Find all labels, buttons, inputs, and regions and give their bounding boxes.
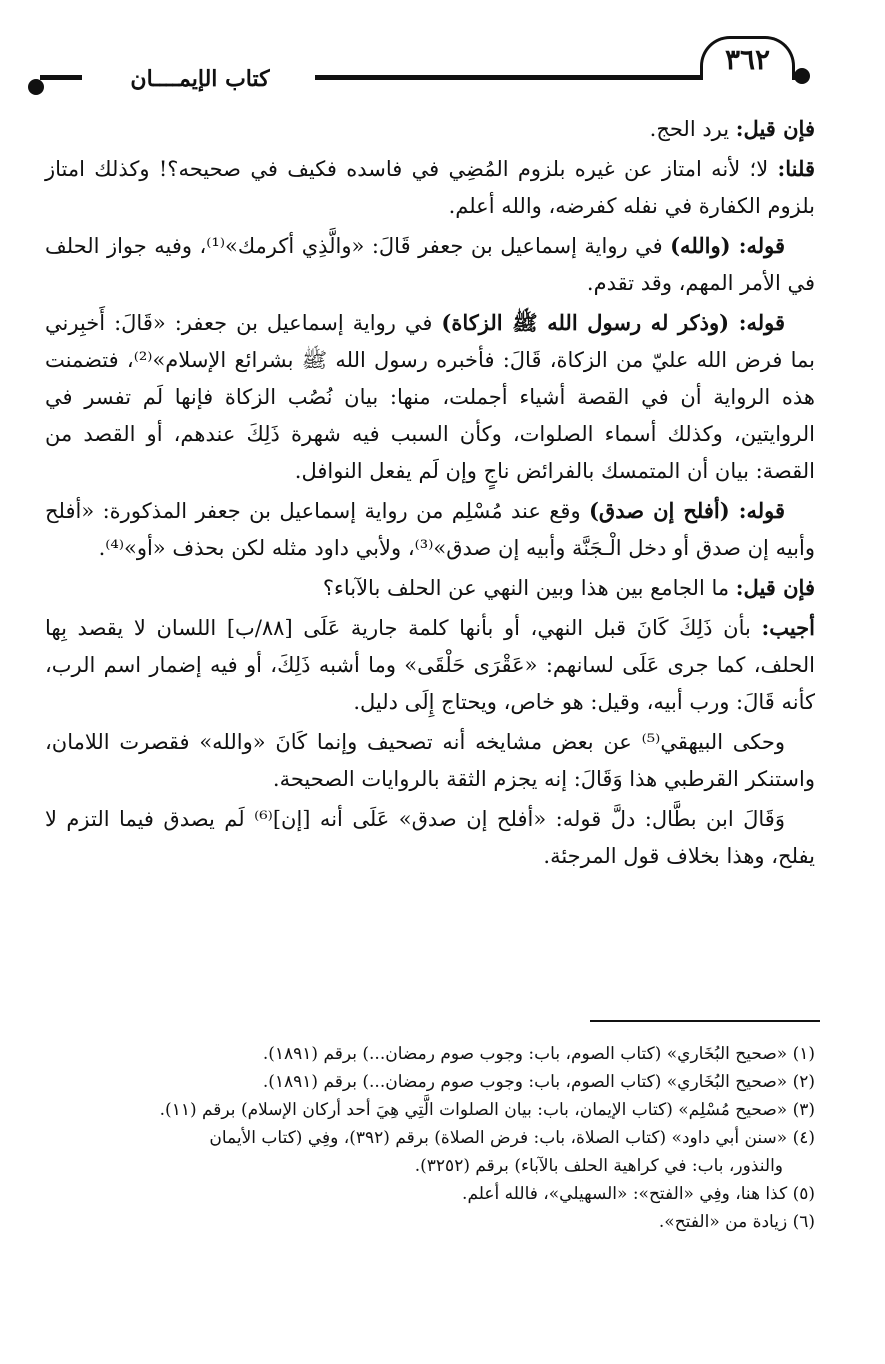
paragraph-text: في رواية إسماعيل بن جعفر: «قَالَ: أَخبِرني بما فرض الله عليّ من الزكاة، قَالَ: فأخبره رسول الله ﷺ بشرائع الإسلام»⁽²⁾، فتضمنت هذه الرواية أن في القصة أشياء أجملت، منها: بيان نُصُب الزكاة فإنها لَم تفسر في الروايتين، وكذلك أسماء الصلوات، وكأن السبب فيه شهرة ذَلِكَ عندهم، أو القصد من القصة: بيان أن المتمسك بالفرائض ناجٍ وإن لَم يفعل النوافل. <box>45 311 816 483</box>
footnote: (٣) «صحيح مُسْلِم» (كتاب الإيمان، باب: بيان الصلوات الَّتِي هِيَ أحد أركان الإسلام) برقم (١١). <box>159 1100 815 1120</box>
footnote-divider <box>590 1020 820 1022</box>
paragraph-lead: قلنا: <box>777 156 815 181</box>
paragraph <box>45 800 815 875</box>
paragraph-text: في رواية إسماعيل بن جعفر قَالَ: «والَّذِي أكرمك»⁽¹⁾، وفيه جواز الحلف في الأمر المهم، وقد تقدم. <box>45 234 815 295</box>
footnote: (١) «صحيح البُخَاري» (كتاب الصوم، باب: وجوب صوم رمضان...) برقم (١٨٩١). <box>262 1044 815 1064</box>
paragraph <box>45 569 815 607</box>
header-dot-icon <box>794 68 810 84</box>
header-rule-right <box>315 75 705 80</box>
paragraph <box>45 304 815 490</box>
paragraph-text: وَقَالَ ابن بطَّال: دلَّ قوله: «أفلح إن صدق» عَلَى أنه [إن]⁽⁶⁾ لَم يصدق فيما التزم لا يفلح، وهذا بخلاف قول المرجئة. <box>45 807 815 868</box>
paragraph <box>45 609 815 721</box>
footnotes <box>45 1040 815 1236</box>
paragraph-lead: قوله: (والله) <box>670 233 785 258</box>
paragraph <box>45 110 815 148</box>
paragraph <box>45 492 815 567</box>
page-number: ٣٦٢ <box>700 36 795 80</box>
footnote-continuation: والنذور، باب: في كراهية الحلف بالآباء) برقم (٣٢٥٢). <box>414 1156 783 1176</box>
paragraph <box>45 150 815 225</box>
paragraph-lead: فإن قيل: <box>735 116 815 141</box>
footnote: (٤) «سنن أبي داود» (كتاب الصلاة، باب: فرض الصلاة) برقم (٣٩٢)، وفِي (كتاب الأيمان <box>209 1128 815 1148</box>
paragraph-lead: أجيب: <box>761 615 815 640</box>
running-title: كتاب الإيمــــان <box>130 66 270 92</box>
paragraph-lead: قوله: (أفلح إن صدق) <box>589 498 785 523</box>
paragraph-text: وحكى البيهقي⁽⁵⁾ عن بعض مشايخه أنه تصحيف وإنما كَانَ «والله» فقصرت اللامان، واستنكر القرطبي هذا وَقَالَ: إنه يجزم الثقة بالروايات الصحيحة. <box>45 730 815 791</box>
footnote: (٢) «صحيح البُخَاري» (كتاب الصوم، باب: وجوب صوم رمضان...) برقم (١٨٩١). <box>262 1072 815 1092</box>
paragraph <box>45 723 815 798</box>
paragraph-text: لا؛ لأنه امتاز عن غيره بلزوم المُضِي في فاسده فكيف في صحيحه؟! وكذلك امتاز بلزوم الكفارة في نفله كفرضه، والله أعلم. <box>45 157 815 218</box>
header-dot-icon <box>28 79 44 95</box>
paragraph-text: يرد الحج. <box>649 117 736 141</box>
paragraph-lead: فإن قيل: <box>735 575 815 600</box>
paragraph-text: وقع عند مُسْلِم من رواية إسماعيل بن جعفر المذكورة: «أفلح وأبيه إن صدق أو دخل الْـجَنَّة وأبيه إن صدق»⁽³⁾، ولأبي داود مثله لكن بحذف «أو»⁽⁴⁾. <box>45 499 815 560</box>
main-text <box>45 110 815 877</box>
paragraph-lead: قوله: (وذكر له رسول الله ﷺ الزكاة) <box>441 310 785 335</box>
footnote: (٦) زيادة من «الفتح». <box>658 1212 815 1232</box>
paragraph <box>45 227 815 302</box>
footnote: (٥) كذا هنا، وفِي «الفتح»: «السهيلي»، فالله أعلم. <box>462 1184 815 1204</box>
header-rule-left <box>40 75 82 80</box>
paragraph-text: ما الجامع بين هذا وبين النهي عن الحلف بالآباء؟ <box>322 576 736 600</box>
paragraph-text: بأن ذَلِكَ كَانَ قبل النهي، أو بأنها كلمة جارية عَلَى [٨٨/ب] اللسان لا يقصد بِها الحلف، كما جرى عَلَى لسانهم: «عَقْرَى حَلْقَى» وما أشبه ذَلِكَ، أو فيه إضمار اسم الرب، كأنه قَالَ: ورب أبيه، وقيل: هو خاص، ويحتاج إِلَى دليل. <box>45 616 815 714</box>
